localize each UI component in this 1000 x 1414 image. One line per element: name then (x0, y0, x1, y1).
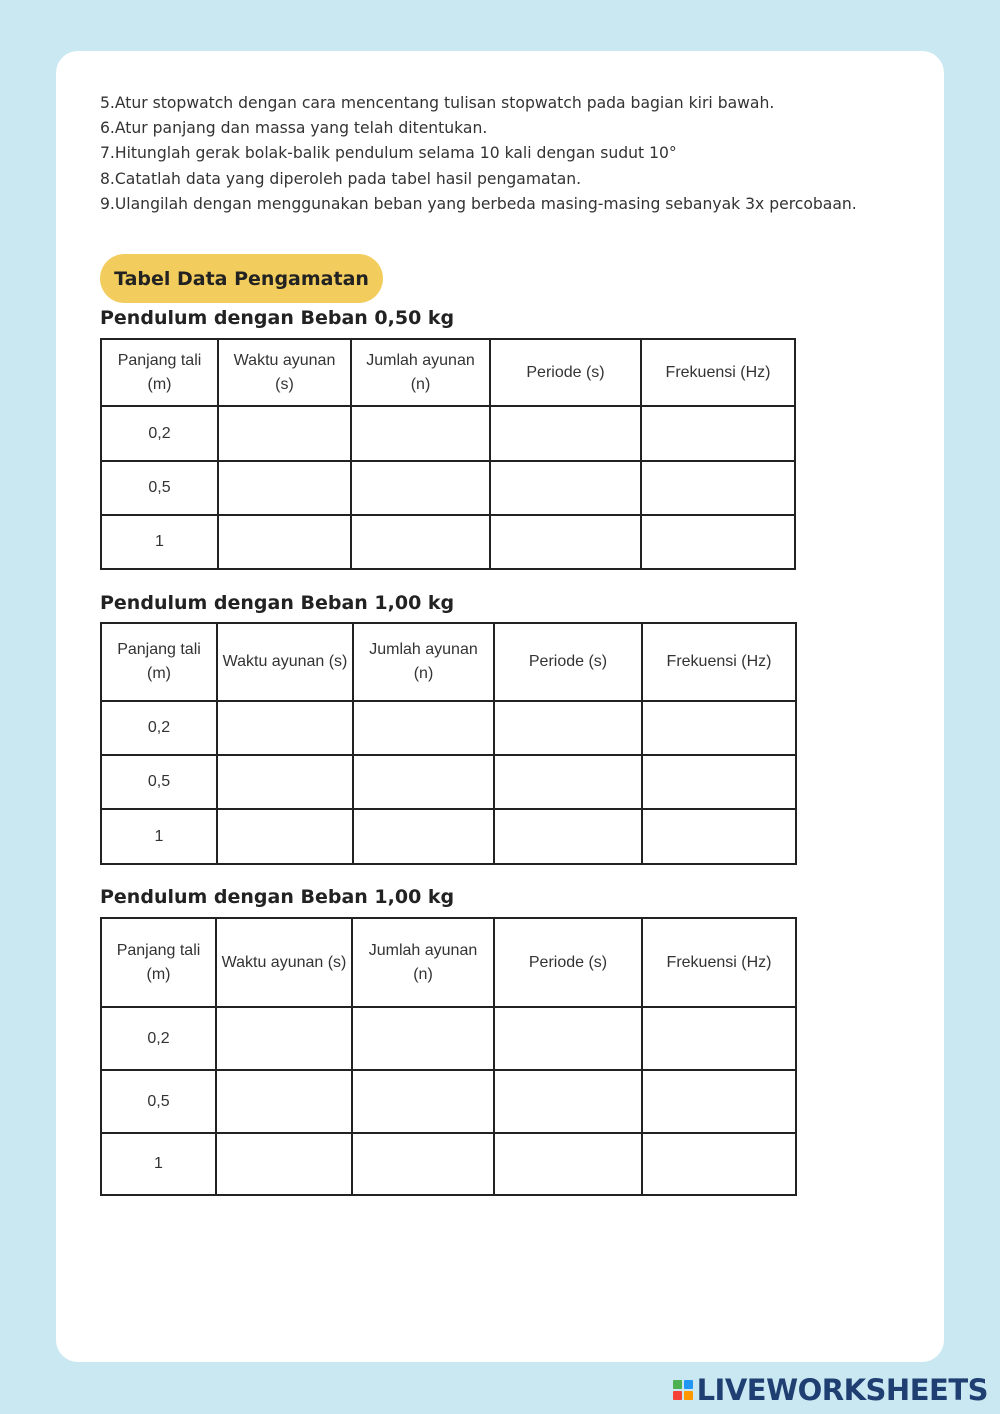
table-row (101, 406, 795, 461)
observation-table-1 (100, 338, 796, 570)
period-input-cell[interactable] (494, 1070, 642, 1133)
length-cell: 0,5 (101, 755, 217, 809)
header-period: Periode (s) (494, 918, 642, 1007)
header-time: Waktu ayunan (s) (216, 918, 352, 1007)
length-cell: 0,5 (101, 1070, 216, 1133)
step-5: 5.Atur stopwatch dengan cara mencentang tulisan stopwatch pada bagian kiri bawah. (100, 94, 775, 112)
header-length: Panjang tali (m) (101, 623, 217, 701)
period-input-cell[interactable] (494, 755, 642, 809)
length-cell: 0,2 (101, 1007, 216, 1070)
logo-block-icon (684, 1391, 693, 1400)
count-input-cell[interactable] (352, 1133, 494, 1195)
count-input-cell[interactable] (351, 515, 490, 569)
length-cell: 0,5 (101, 461, 218, 515)
liveworksheets-logo[interactable] (673, 1373, 988, 1407)
frequency-input-cell[interactable] (642, 755, 796, 809)
period-input-cell[interactable] (494, 809, 642, 864)
observation-table-3 (100, 917, 797, 1196)
instruction-steps (100, 91, 860, 217)
table-2-title: Pendulum dengan Beban 1,00 kg (100, 592, 455, 614)
table-header-row (101, 623, 796, 701)
time-input-cell[interactable] (216, 1133, 352, 1195)
header-period: Periode (s) (494, 623, 642, 701)
period-input-cell[interactable] (490, 461, 641, 515)
table-row (101, 1007, 796, 1070)
header-time: Waktu ayunan (s) (218, 339, 351, 406)
table-header-row (101, 918, 796, 1007)
header-count: Jumlah ayunan (n) (351, 339, 490, 406)
count-input-cell[interactable] (351, 461, 490, 515)
time-input-cell[interactable] (218, 406, 351, 461)
time-input-cell[interactable] (218, 515, 351, 569)
period-input-cell[interactable] (490, 515, 641, 569)
period-input-cell[interactable] (490, 406, 641, 461)
logo-block-icon (673, 1380, 682, 1389)
logo-block-icon (684, 1380, 693, 1389)
period-input-cell[interactable] (494, 1133, 642, 1195)
frequency-input-cell[interactable] (642, 809, 796, 864)
length-cell: 0,2 (101, 406, 218, 461)
length-cell: 0,2 (101, 701, 217, 755)
frequency-input-cell[interactable] (641, 406, 795, 461)
logo-block-icon (673, 1391, 682, 1400)
count-input-cell[interactable] (352, 1070, 494, 1133)
table-row (101, 1070, 796, 1133)
time-input-cell[interactable] (217, 701, 353, 755)
time-input-cell[interactable] (218, 461, 351, 515)
count-input-cell[interactable] (353, 809, 494, 864)
logo-text: LIVEWORKSHEETS (696, 1373, 988, 1407)
step-6: 6.Atur panjang dan massa yang telah ditentukan. (100, 119, 488, 138)
table-row (101, 755, 796, 809)
length-cell: 1 (101, 1133, 216, 1195)
count-input-cell[interactable] (353, 755, 494, 809)
header-count: Jumlah ayunan (n) (352, 918, 494, 1007)
frequency-input-cell[interactable] (642, 1133, 796, 1195)
header-period: Periode (s) (490, 339, 641, 406)
header-frequency: Frekuensi (Hz) (641, 339, 795, 406)
table-3-title: Pendulum dengan Beban 1,00 kg (100, 886, 455, 908)
period-input-cell[interactable] (494, 701, 642, 755)
step-9: 9.Ulangilah dengan menggunakan beban yang berbeda masing-masing sebanyak 3x percobaan. (100, 194, 857, 213)
step-7: 7.Hitunglah gerak bolak-balik pendulum selama 10 kali dengan sudut 10° (100, 144, 677, 163)
count-input-cell[interactable] (351, 406, 490, 461)
frequency-input-cell[interactable] (642, 701, 796, 755)
header-count: Jumlah ayunan (n) (353, 623, 494, 701)
table-row (101, 461, 795, 515)
count-input-cell[interactable] (353, 701, 494, 755)
header-length: Panjang tali (m) (101, 918, 216, 1007)
count-input-cell[interactable] (352, 1007, 494, 1070)
header-time: Waktu ayunan (s) (217, 623, 353, 701)
header-frequency: Frekuensi (Hz) (642, 918, 796, 1007)
header-length: Panjang tali (m) (101, 339, 218, 406)
header-frequency: Frekuensi (Hz) (642, 623, 796, 701)
frequency-input-cell[interactable] (642, 1070, 796, 1133)
length-cell: 1 (101, 515, 218, 569)
frequency-input-cell[interactable] (642, 1007, 796, 1070)
time-input-cell[interactable] (217, 755, 353, 809)
length-cell: 1 (101, 809, 217, 864)
step-8: 8.Catatlah data yang diperoleh pada tabel hasil pengamatan. (100, 169, 582, 188)
time-input-cell[interactable] (216, 1007, 352, 1070)
table-header-row (101, 339, 795, 406)
frequency-input-cell[interactable] (641, 515, 795, 569)
table-1-title: Pendulum dengan Beban 0,50 kg (100, 307, 455, 329)
period-input-cell[interactable] (494, 1007, 642, 1070)
table-row (101, 1133, 796, 1195)
time-input-cell[interactable] (217, 809, 353, 864)
time-input-cell[interactable] (216, 1070, 352, 1133)
table-row (101, 809, 796, 864)
logo-blocks-icon (673, 1380, 693, 1400)
section-label: Tabel Data Pengamatan (100, 254, 383, 303)
observation-table-2 (100, 622, 797, 865)
table-row (101, 701, 796, 755)
table-row (101, 515, 795, 569)
frequency-input-cell[interactable] (641, 461, 795, 515)
